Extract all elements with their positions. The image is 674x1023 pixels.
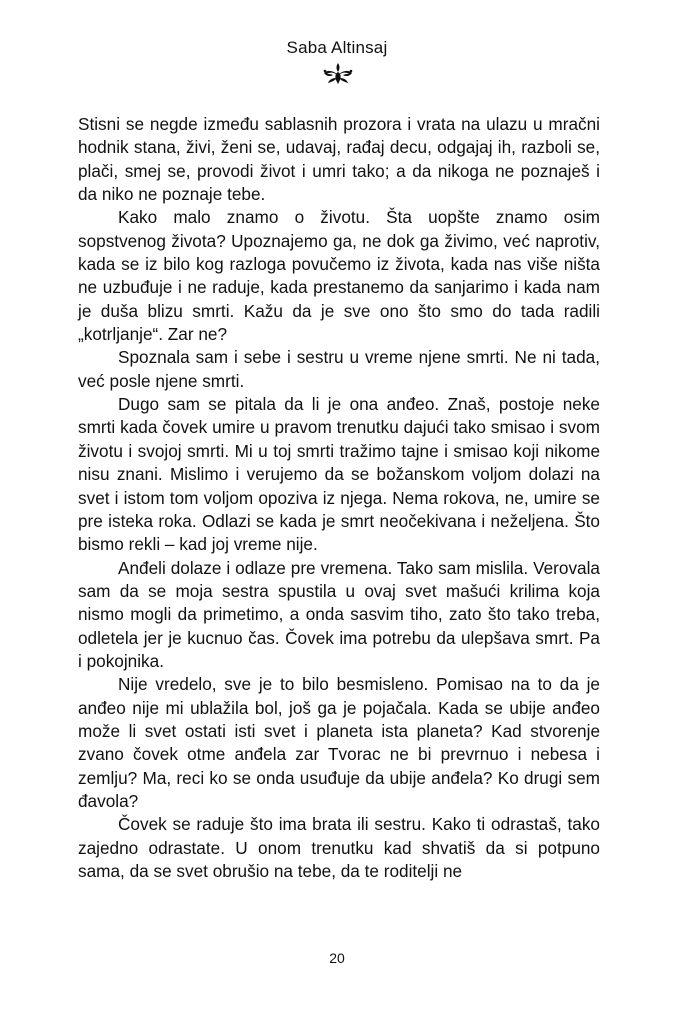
running-head-author: Saba Altinsaj (286, 38, 388, 57)
paragraph-3: Spoznala sam i sebe i sestru u vreme njene smrti. Ne ni tada, već posle njene smrti. (78, 347, 600, 391)
paragraph-7: Čovek se raduje što ima brata ili sestru. Kako ti odrastaš, tako zajedno odrastate. U onom trenutku kad shvatiš da si potpuno sama, da se svet obrušio na tebe, da te roditelji ne (78, 814, 600, 881)
paragraph-5: Anđeli dolaze i odlaze pre vremena. Tako sam mislila. Verovala sam da se moja sestra spustila u ovaj svet mašući krilima koja nismo mogli da primetimo, a onda sasvim tiho, zato što tako treba, odletela jer je kucnuo čas. Čovek ima potrebu da ulepšava smrt. Pa i pokojnika. (78, 557, 600, 671)
page-number: 20 (329, 950, 345, 966)
paragraph-2: Kako malo znamo o životu. Šta uopšte znamo osim sopstvenog života? Upoznajemo ga, ne dok ga živimo, već naprotiv, kada se iz bilo kog razloga povučemo iz života, kada nas više ništa ne uzbuđuje i ne raduje, kada prestanemo da sanjarimo i kada nam je duša blizu smrti. Kažu da je sve ono što smo do tada radili „kotrljanje“. Zar ne? (78, 207, 600, 345)
body-text (78, 113, 600, 883)
paragraph-1: Stisni se negde između sablasnih prozora i vrata na ulazu u mračni hodnik stana, živi, ženi se, udavaj, rađaj decu, odgajaj ih, razboli se, plači, smej se, provodi život i umri tako; a da nikoga ne poznaješ i da niko ne poznaje tebe. (78, 114, 600, 205)
paragraph-6: Nije vredelo, sve je to bilo besmisleno. Pomisao na to da je anđeo nije mi ublažila bol, još ga je pojačala. Kada se ubije anđeo može li svet ostati isti svet i planeta ista planeta? Kad stvorenje zvano čovek otme anđela zar Tvorac ne bi prevrnuo i nebesa i zemlju? Ma, reci ko se onda usuđuje da ubije anđela? Ko drugi sem đavola? (78, 674, 600, 811)
fleuron-ornament-icon (322, 62, 354, 86)
paragraph-4: Dugo sam se pitala da li je ona anđeo. Znaš, postoje neke smrti kada čovek umire u pravom trenutku dajući tako smisao i svom životu i svojoj smrti. Mi u toj smrti tražimo tajne i smisao koji nikome nisu znani. Mislimo i verujemo da se božanskom voljom dolazi na svet i istom tom voljom opoziva iz njega. Nema rokova, ne, umire se pre isteka roka. Odlazi se kada je smrt neočekivana i neželjena. Što bismo rekli – kad joj vreme nije. (78, 394, 600, 555)
